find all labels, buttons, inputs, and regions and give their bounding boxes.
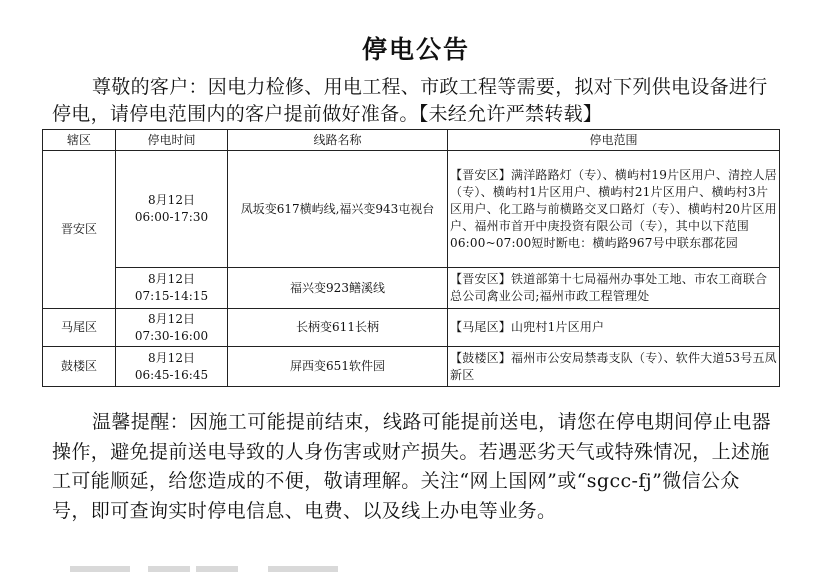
header-outage-scope: 停电范围	[448, 130, 780, 151]
cropped-text-fragment	[148, 566, 190, 572]
time-cell	[116, 347, 228, 387]
outage-hours: 07:30-16:00	[134, 328, 209, 343]
cropped-text-fragment	[196, 566, 238, 572]
time-cell	[116, 268, 228, 309]
cropped-text-fragment	[268, 566, 338, 572]
outage-date: 8月12日	[148, 350, 195, 365]
table-row	[43, 151, 780, 268]
notice-title: 停电公告	[361, 35, 470, 64]
scope-cell: 【马尾区】山兜村1片区用户	[448, 309, 780, 347]
line-name-cell: 长柄变611长柄	[228, 309, 448, 347]
scope-cell: 【晋安区】满洋路路灯（专）、横屿村19片区用户、清控人居（专）、横屿村1片区用户、横屿村21片区用户、横屿村3片区用户、化工路与前横路交叉口路灯（专）、横屿村20片区用户、福州市首开中庚投资有限公司（专），其中以下范围06:00~07:00短时断电：横屿路967号中联东郡花园	[448, 151, 780, 268]
time-cell	[116, 309, 228, 347]
header-outage-time: 停电时间	[116, 130, 228, 151]
header-line-name: 线路名称	[228, 130, 448, 151]
district-cell: 鼓楼区	[43, 347, 116, 387]
line-name-cell: 屏西变651软件园	[228, 347, 448, 387]
outage-table	[42, 129, 780, 387]
table-row	[43, 268, 780, 309]
scope-cell: 【鼓楼区】福州市公安局禁毒支队（专）、软件大道53号五凤新区	[448, 347, 780, 387]
outage-hours: 06:45-16:45	[134, 367, 209, 382]
district-cell: 马尾区	[43, 309, 116, 347]
outage-date: 8月12日	[148, 311, 195, 326]
district-cell: 晋安区	[43, 151, 116, 309]
outage-date: 8月12日	[148, 272, 195, 286]
table-row	[43, 309, 780, 347]
notice-intro: 尊敬的客户：因电力检修、用电工程、市政工程等需要，拟对下列供电设备进行停电，请停电范围内的客户提前做好准备。【未经允许严禁转载】	[52, 76, 768, 125]
outage-hours: 07:15-14:15	[134, 289, 209, 303]
outage-hours: 06:00-17:30	[134, 210, 209, 224]
time-cell	[116, 151, 228, 268]
table-row	[43, 347, 780, 387]
header-district: 辖区	[43, 130, 116, 151]
outage-date: 8月12日	[148, 193, 195, 207]
cropped-text-fragment	[70, 566, 130, 572]
line-name-cell: 福兴变923鳝溪线	[228, 268, 448, 309]
line-name-cell: 凤坂变617横屿线,福兴变943屯视台	[228, 151, 448, 268]
table-header-row	[43, 130, 780, 151]
scope-cell: 【晋安区】铁道部第十七局福州办事处工地、市农工商联合总公司禽业公司;福州市政工程管理处	[448, 268, 780, 309]
warm-reminder: 温馨提醒：因施工可能提前结束，线路可能提前送电，请您在停电期间停止电器操作，避免提前送电导致的人身伤害或财产损失。若遇恶劣天气或特殊情况，上述施工可能顺延，给您造成的不便，敬请理解。关注“网上国网”或“sgcc-fj”微信公众号，即可查询实时停电信息、电费、以及线上办电等业务。	[52, 411, 772, 522]
